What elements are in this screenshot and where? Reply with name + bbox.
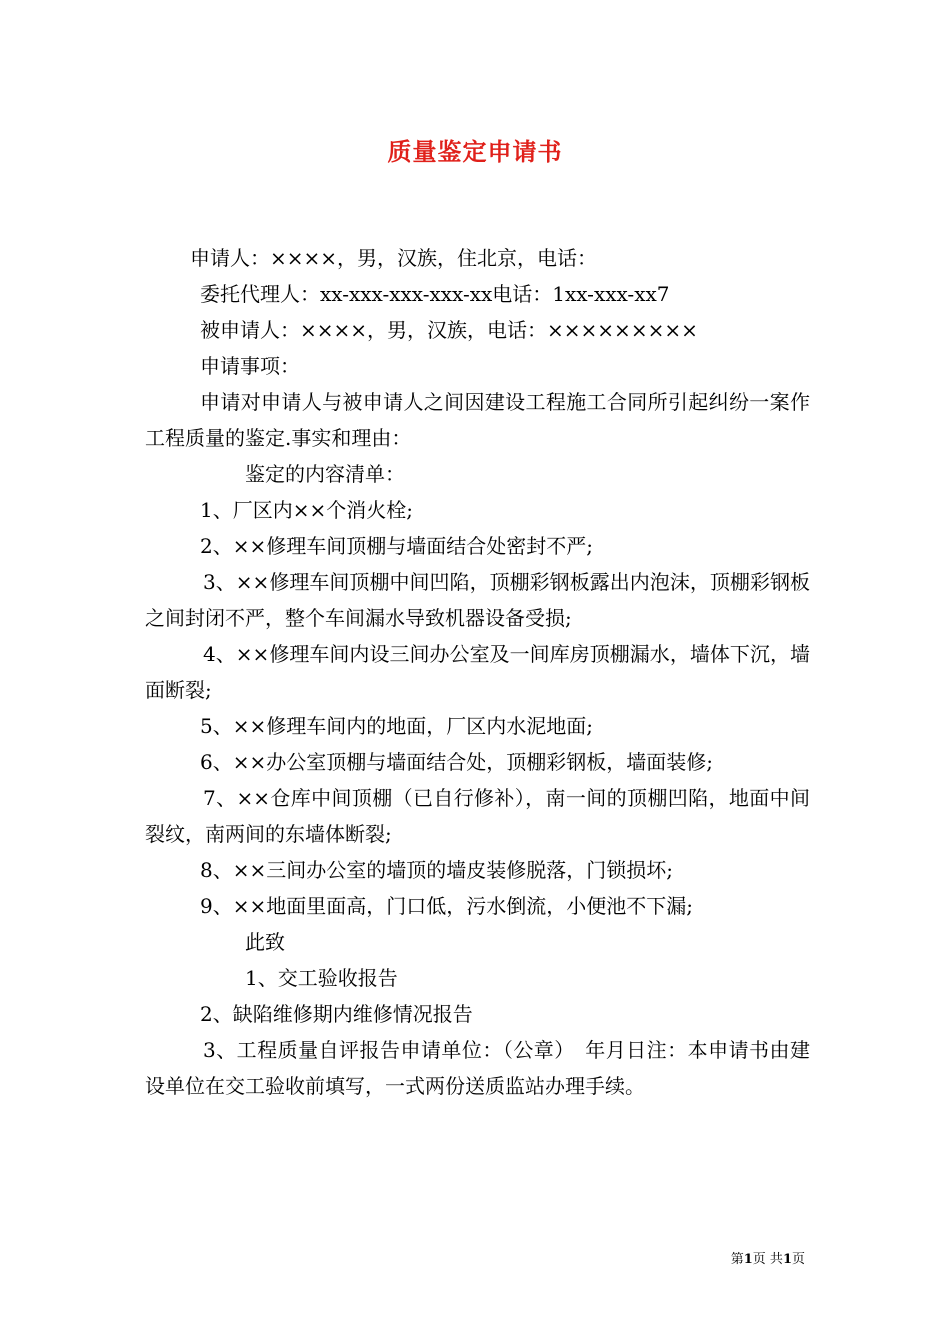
footer-suffix: 页	[791, 1252, 805, 1267]
paragraph: 申请对申请人与被申请人之间因建设工程施工合同所引起纠纷一案作工程质量的鉴定.事实和理由：	[145, 390, 810, 450]
paragraph: 鉴定的内容清单：	[245, 462, 405, 486]
document-body	[145, 240, 810, 1104]
paragraph: 8、××三间办公室的墙顶的墙皮装修脱落，门锁损坏;	[200, 858, 673, 882]
paragraph: 1、交工验收报告	[245, 966, 398, 990]
paragraph: 2、缺陷维修期内维修情况报告	[200, 1002, 473, 1026]
paragraph: 7、××仓库中间顶棚（已自行修补），南一间的顶棚凹陷，地面中间裂纹，南两间的东墙体断裂;	[145, 786, 810, 846]
paragraph: 被申请人：××××，男，汉族，电话：×××××××××	[200, 318, 698, 342]
paragraph: 1、厂区内××个消火栓;	[200, 498, 413, 522]
paragraph: 申请事项：	[200, 354, 300, 378]
footer-prefix: 第	[730, 1252, 744, 1267]
paragraph: 6、××办公室顶棚与墙面结合处，顶棚彩钢板，墙面装修;	[200, 750, 713, 774]
paragraph: 9、××地面里面高，门口低，污水倒流，小便池不下漏;	[200, 894, 693, 918]
footer-total-pages: 1	[782, 1252, 792, 1267]
paragraph: 委托代理人：xx-xxx-xxx-xxx-xx电话：1xx-xxx-xx7	[200, 282, 670, 306]
paragraph: 此致	[245, 930, 285, 954]
paragraph: 4、××修理车间内设三间办公室及一间库房顶棚漏水，墙体下沉，墙面断裂;	[145, 642, 810, 702]
document-title: 质量鉴定申请书	[387, 137, 563, 166]
paragraph: 3、工程质量自评报告申请单位：（公章） 年月日注：本申请书由建设单位在交工验收前填写，一式两份送质监站办理手续。	[145, 1038, 810, 1098]
paragraph: 申请人：××××，男，汉族，住北京，电话：	[190, 246, 598, 270]
paragraph: 5、××修理车间内的地面，厂区内水泥地面;	[200, 714, 593, 738]
footer-middle: 页 共	[752, 1252, 783, 1267]
paragraph: 3、××修理车间顶棚中间凹陷，顶棚彩钢板露出内泡沫，顶棚彩钢板之间封闭不严，整个车间漏水导致机器设备受损;	[145, 570, 810, 630]
footer-page-number: 1	[743, 1252, 753, 1267]
paragraph: 2、××修理车间顶棚与墙面结合处密封不严;	[200, 534, 593, 558]
page-footer	[731, 1248, 805, 1267]
